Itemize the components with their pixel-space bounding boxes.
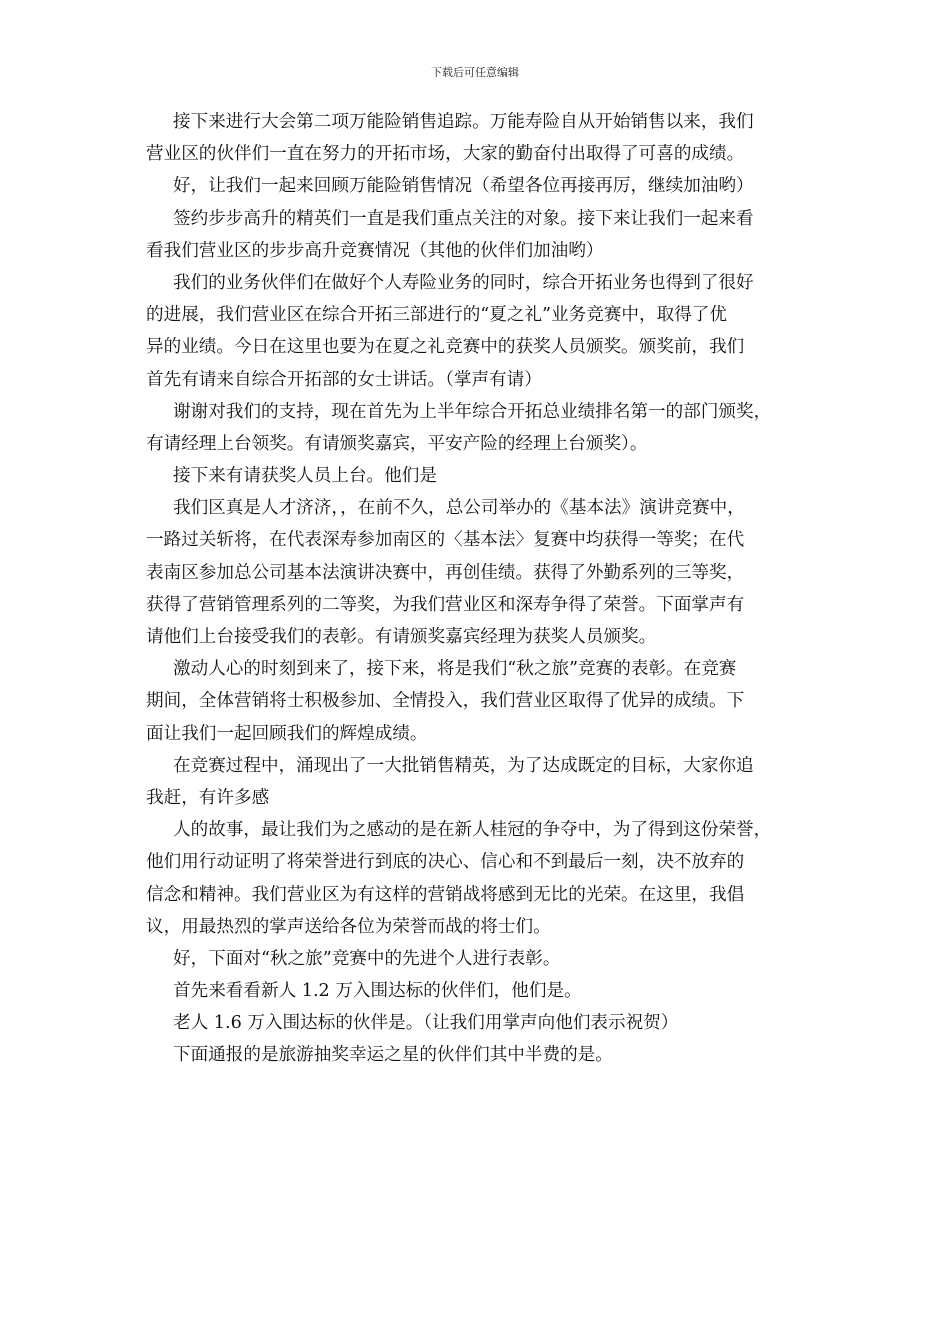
paragraph-line: 激动人心的时刻到来了，接下来，将是我们“秋之旅”竞赛的表彰。在竞赛 <box>173 659 737 680</box>
paragraph-line: 一路过关斩将，在代表深寿参加南区的〈基本法〉复赛中均获得一等奖；在代 <box>146 530 745 551</box>
paragraph-line: 议，用最热烈的掌声送给各位为荣誉而战的将士们。 <box>146 916 551 937</box>
paragraph-line: 首先来看看新人 1.2 万入围达标的伙伴们，他们是。 <box>173 981 582 1002</box>
document-body <box>146 106 806 1072</box>
paragraph-line: 请他们上台接受我们的表彰。有请颁奖嘉宾经理为获奖人员颁奖。 <box>146 627 657 647</box>
paragraph-line: 首先有请来自综合开拓部的女士讲话。（掌声有请） <box>146 369 542 390</box>
paragraph-line: 我们的业务伙伴们在做好个人寿险业务的同时，综合开拓业务也得到了很好 <box>173 272 754 293</box>
paragraph-line: 好，下面对“秋之旅”竞赛中的先进个人进行表彰。 <box>173 948 561 969</box>
paragraph-line: 期间，全体营销将士积极参加、全情投入，我们营业区取得了优异的成绩。下 <box>146 691 745 712</box>
paragraph-line: 表南区参加总公司基本法演讲决赛中，再创佳绩。获得了外勤系列的三等奖， <box>146 562 745 583</box>
paragraph-line: 营业区的伙伴们一直在努力的开拓市场，大家的勤奋付出取得了可喜的成绩。 <box>146 144 745 165</box>
paragraph-line: 老人 1.6 万入围达标的伙伴是。（让我们用掌声向他们表示祝贺） <box>173 1013 679 1034</box>
paragraph-line: 他们用行动证明了将荣誉进行到底的决心、信心和不到最后一刻，决不放弃的 <box>146 852 745 873</box>
paragraph-line: 下面通报的是旅游抽奖幸运之星的伙伴们其中半费的是。 <box>173 1045 613 1066</box>
paragraph-line: 信念和精神。我们营业区为有这样的营销战将感到无比的光荣。在这里，我倡 <box>146 884 745 905</box>
paragraph-line: 谢谢对我们的支持，现在首先为上半年综合开拓总业绩排名第一的部门颁奖， <box>173 401 772 422</box>
paragraph-line: 获得了营销管理系列的二等奖，为我们营业区和深寿争得了荣誉。下面掌声有 <box>146 594 745 615</box>
paragraph-line: 的进展，我们营业区在综合开拓三部进行的“夏之礼”业务竞赛中，取得了优 <box>146 305 727 326</box>
paragraph-line: 异的业绩。今日在这里也要为在夏之礼竞赛中的获奖人员颁奖。颁奖前，我们 <box>146 337 745 358</box>
paragraph-line: 签约步步高升的精英们一直是我们重点关注的对象。接下来让我们一起来看 <box>173 208 754 229</box>
page-header-note: 下载后可任意编辑 <box>431 66 519 79</box>
paragraph-line: 面让我们一起回顾我们的辉煌成绩。 <box>146 723 428 744</box>
paragraph-line: 我赶，有许多感 <box>146 787 270 808</box>
paragraph-line: 有请经理上台领奖。有请颁奖嘉宾，平安产险的经理上台颁奖）。 <box>146 433 648 454</box>
paragraph-line: 好，让我们一起来回顾万能险销售情况（希望各位再接再厉，继续加油哟） <box>173 176 754 197</box>
paragraph-line: 接下来有请获奖人员上台。他们是 <box>173 466 437 487</box>
paragraph-line: 人的故事，最让我们为之感动的是在新人桂冠的争夺中，为了得到这份荣誉， <box>173 820 772 841</box>
paragraph-line: 接下来进行大会第二项万能险销售追踪。万能寿险自从开始销售以来，我们 <box>173 112 754 132</box>
paragraph-line: 在竞赛过程中，涌现出了一大批销售精英，为了达成既定的目标，大家你追 <box>173 755 754 776</box>
paragraph-line: 我们区真是人才济济，，在前不久，总公司举办的《基本法》演讲竞赛中， <box>173 498 745 519</box>
paragraph-line: 看我们营业区的步步高升竞赛情况（其他的伙伴们加油哟） <box>146 240 604 261</box>
